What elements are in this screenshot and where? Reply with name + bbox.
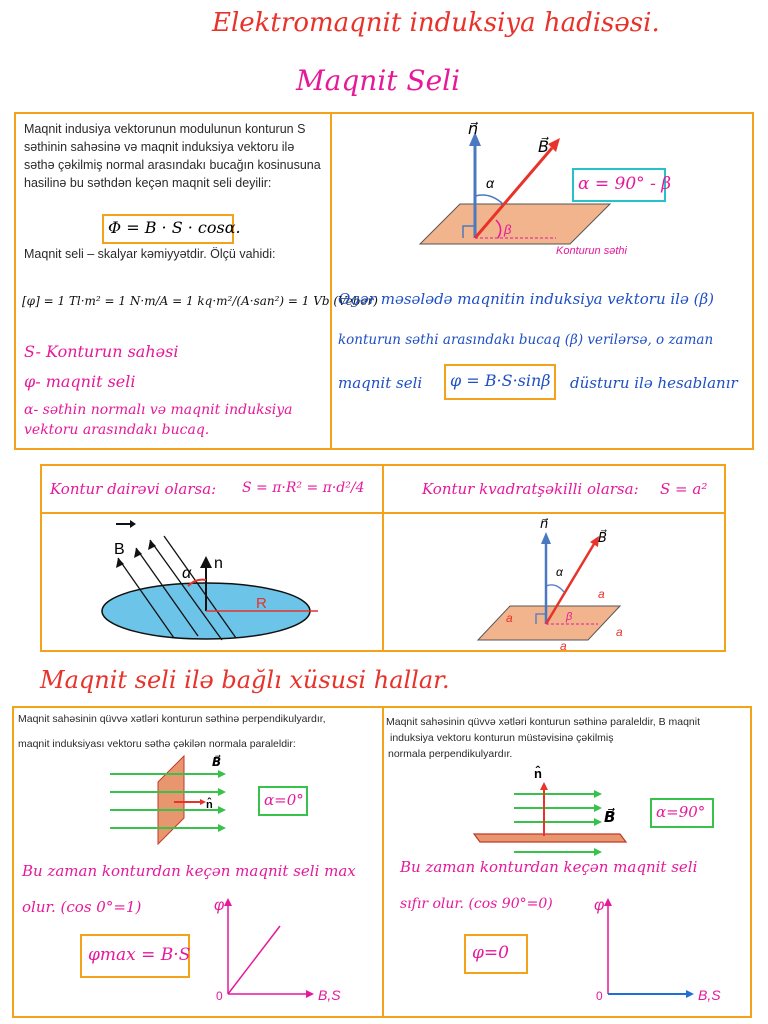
origin-label: 0: [216, 989, 223, 1003]
alpha-arc: [475, 195, 503, 204]
sin-note-line3a: maqnit seli: [338, 374, 423, 392]
case1-formula: φmax = B·S: [88, 945, 191, 965]
a-label: a: [598, 587, 605, 601]
b-label: B: [114, 541, 125, 558]
circle-contour-diagram: [96, 516, 346, 650]
cases-divider: [382, 706, 384, 1018]
field-arrowhead: [594, 804, 602, 812]
alpha-label: α: [486, 175, 494, 191]
case1-text-line1: Maqnit sahəsinin qüvvə xətləri konturun səthinə perpendikulyardır,: [18, 713, 326, 725]
case2-angle: α=90°: [656, 803, 706, 821]
beta-label: β: [504, 222, 512, 237]
b-label: B⃗: [598, 530, 607, 545]
case1-result-line2: olur. (cos 0°=1): [22, 898, 142, 916]
alpha-label: α: [556, 565, 563, 579]
beta-label: β: [566, 611, 573, 623]
square-header: Kontur kvadratşəkilli olarsa:: [422, 480, 639, 498]
square-formula: S = a²: [660, 480, 708, 498]
definition-text: Maqnit indusiya vektorunun modulunun konturun S səthinin sahəsinə və maqnit induksiya vektoru ilə səthə çəkilmiş normal arasındakı bucağın kosinusuna hasilinə bu səthdən keçən maqnit seli deyilir:: [24, 122, 321, 190]
b-label: B⃗: [212, 755, 222, 769]
scalar-note: Maqnit seli – skalyar kəmiyyətdir. Ölçü vahidi:: [24, 247, 276, 261]
a-label: a: [506, 611, 513, 625]
flux-formula: Φ = B · S · cosα.: [108, 218, 241, 237]
square-contour-diagram: [470, 516, 650, 650]
section-divider: [330, 112, 332, 450]
field-arrowhead: [218, 770, 226, 778]
field-arrowhead: [594, 848, 602, 856]
x-axis-label: B,S: [698, 987, 721, 1003]
normal-arrowhead: [541, 532, 551, 544]
n-label: n̂: [206, 799, 213, 811]
legend-alpha: α- səthin normalı və maqnit induksiya vektoru arasındakı bucaq.: [24, 402, 293, 438]
contour-plate: [158, 756, 184, 844]
shapes-header-line: [40, 512, 726, 514]
field-arrowhead: [218, 806, 226, 814]
alpha-label: α: [182, 565, 192, 582]
special-cases-title: Maqnit seli ilə bağlı xüsusi hallar.: [40, 666, 450, 694]
field-arrowhead: [148, 540, 156, 550]
perpendicular-field-diagram: [108, 752, 244, 848]
n-label: n⃗: [468, 121, 479, 138]
circle-header: Kontur dairəvi olarsa:: [50, 480, 217, 498]
x-arrowhead: [686, 990, 694, 998]
case2-text-line1: Maqnit sahəsinin qüvvə xətləri konturun səthinə paraleldir, B maqnit: [386, 716, 701, 728]
y-axis-label: φ: [214, 897, 225, 914]
legend-s: S- Konturun sahəsi: [24, 342, 179, 361]
a-label: a: [616, 625, 623, 639]
case2-text-line3: normala perpendikulyardır.: [388, 748, 513, 760]
b-label: B⃗: [604, 809, 616, 826]
circle-formula: S = π·R² = π·d²/4: [242, 480, 365, 496]
alpha-arc: [546, 585, 564, 592]
field-arrowhead: [218, 788, 226, 796]
case2-flux-graph: [586, 890, 736, 1010]
case2-result-line1: Bu zaman konturdan keçən maqnit seli: [400, 858, 698, 876]
y-arrowhead: [604, 898, 612, 906]
page-subtitle: Maqnit Seli: [296, 64, 461, 97]
n-label: n⃗: [540, 516, 549, 531]
alpha-beta-relation: α = 90° - β: [578, 174, 672, 194]
sin-formula: φ = B·S·sinβ: [450, 371, 551, 390]
r-label: R: [256, 595, 267, 612]
unit-formula: [φ] = 1 Tl·m² = 1 N·m/A = 1 kq·m²/(A·san²) = 1 Vb (Veber): [22, 294, 378, 308]
field-arrowhead: [594, 790, 602, 798]
shapes-divider: [382, 464, 384, 652]
case1-result-line1: Bu zaman konturdan keçən maqnit seli max: [22, 862, 356, 880]
surface-label: Konturun səthi: [556, 245, 627, 257]
sin-note-line2: konturun səthi arasındakı bucaq (β) verilərsə, o zaman: [338, 332, 714, 348]
normal-arrowhead: [200, 556, 212, 568]
sin-note-line3b: düsturu ilə hesablanır: [570, 374, 738, 392]
page-title: Elektromaqnit induksiya hadisəsi.: [212, 8, 660, 38]
sin-note-line1: Əgər məsələdə maqnitin induksiya vektoru ilə (β): [338, 290, 714, 308]
contour-plate: [474, 834, 626, 842]
y-arrowhead: [224, 898, 232, 906]
field-arrowhead: [116, 558, 124, 568]
field-direction-arrowhead: [130, 520, 136, 528]
flux-line: [228, 926, 280, 994]
n-label: n̂: [534, 766, 542, 781]
case2-text-line2: induksiya vektoru konturun müstəvisinə çəkilmiş: [390, 732, 614, 744]
field-arrowhead: [594, 818, 602, 826]
case1-angle: α=0°: [264, 791, 304, 809]
parallel-field-diagram: [470, 764, 630, 860]
normal-arrowhead: [540, 782, 548, 790]
case2-formula: φ=0: [472, 943, 509, 963]
a-label: a: [560, 639, 567, 650]
b-label: B⃗: [538, 139, 549, 156]
case2-result-line2: sıfır olur. (cos 90°=0): [400, 896, 553, 912]
field-arrowhead: [218, 824, 226, 832]
case1-text-line2: maqnit induksiyası vektoru səthə çəkilən normala paraleldir:: [18, 738, 296, 750]
n-label: n: [214, 555, 223, 572]
case1-flux-graph: [206, 890, 356, 1010]
legend-phi: φ- maqnit seli: [24, 372, 136, 391]
field-arrowhead: [134, 548, 142, 558]
x-axis-label: B,S: [318, 987, 341, 1003]
square-contour: [478, 606, 620, 640]
x-arrowhead: [306, 990, 314, 998]
y-axis-label: φ: [594, 897, 605, 914]
origin-label: 0: [596, 989, 603, 1003]
